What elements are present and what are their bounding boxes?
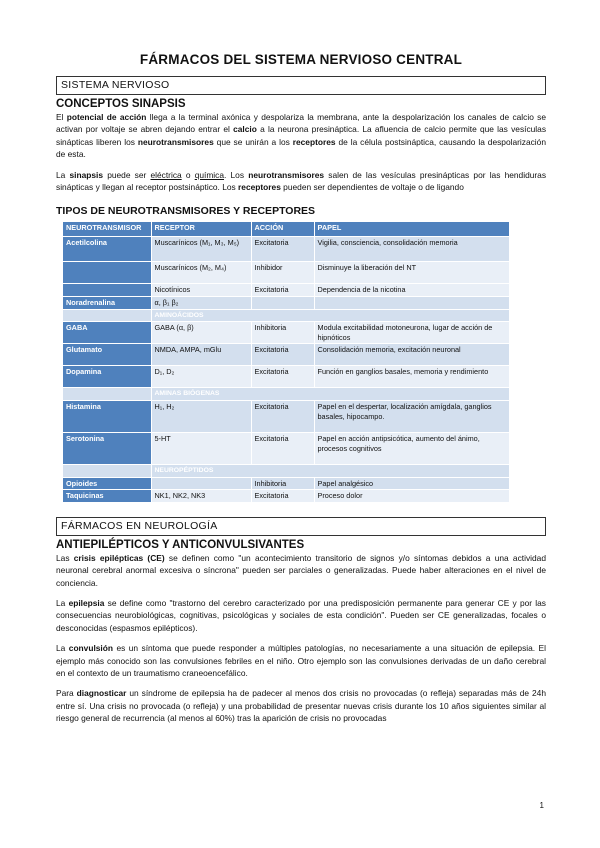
table-cell: Papel analgésico	[314, 477, 509, 490]
document-title: FÁRMACOS DEL SISTEMA NERVIOSO CENTRAL	[139, 52, 463, 67]
table-cell: GABA (α, β)	[151, 322, 251, 344]
table-cell: NMDA, AMPA, mGlu	[151, 344, 251, 366]
table-cell: Excitatoria	[251, 284, 314, 297]
table-cell: GABA	[63, 322, 151, 344]
table-row	[63, 401, 509, 433]
table-cell	[63, 309, 151, 322]
table-cell: 5-HT	[151, 433, 251, 465]
table-header: ACCIÓN	[251, 222, 314, 237]
table-row	[63, 366, 509, 388]
table-header: NEUROTRANSMISOR	[63, 222, 151, 237]
paragraph-crisis-epilepticas: Las crisis epilépticas (CE) se definen como "un acontecimiento transitorio de signos y/o síntomas debidos a una actividad neuronal cerebral anormal excesiva o síncrona" pueden ser parciales o generalizadas. Puede haber alteraciones en el nivel de conciencia.	[56, 552, 546, 588]
table-cell: H₁, H₂	[151, 401, 251, 433]
section-label-aminas-biogenas: AMINAS BIÓGENAS	[151, 388, 509, 401]
table-cell: Excitatoria	[251, 344, 314, 366]
table-cell: Excitatoria	[251, 237, 314, 262]
table-section-row	[63, 309, 509, 322]
table-cell: Proceso dolor	[314, 490, 509, 503]
table-row	[63, 490, 509, 503]
table-cell: Muscarínicos (M₂, M₄)	[151, 262, 251, 284]
table-cell: Opioides	[63, 477, 151, 490]
table-section-row	[63, 388, 509, 401]
table-cell: NK1, NK2, NK3	[151, 490, 251, 503]
table-cell: Nicotínicos	[151, 284, 251, 297]
table-cell: Vigilia, consciencia, consolidación memoria	[314, 237, 509, 262]
table-cell: Inhibitoria	[251, 322, 314, 344]
document-page	[56, 52, 546, 725]
table-cell: Excitatoria	[251, 366, 314, 388]
table-cell	[63, 284, 151, 297]
table-cell: Excitatoria	[251, 433, 314, 465]
table-section-row	[63, 465, 509, 478]
subheader-conceptos-sinapsis: CONCEPTOS SINAPSIS	[56, 98, 186, 110]
subheader-antiepilepticos: ANTIEPILÉPTICOS Y ANTICONVULSIVANTES	[56, 538, 305, 551]
section-label-neuropeptidos: NEUROPÉPTIDOS	[151, 465, 509, 478]
table-row	[63, 262, 509, 284]
table-cell	[63, 465, 151, 478]
table-cell: Dependencia de la nicotina	[314, 284, 509, 297]
table-cell: Excitatoria	[251, 401, 314, 433]
table-cell: Papel en el despertar, localización amígdala, ganglios basales, hipocampo.	[314, 401, 509, 433]
table-cell: Noradrenalina	[63, 297, 151, 310]
table-row	[63, 322, 509, 344]
table-cell	[314, 297, 509, 310]
table-cell: Papel en acción antipsicótica, aumento del ánimo, procesos cognitivos	[314, 433, 509, 465]
table-cell	[63, 388, 151, 401]
table-cell: Consolidación memoria, excitación neuronal	[314, 344, 509, 366]
section-header-sistema-nervioso: SISTEMA NERVIOSO	[56, 76, 546, 95]
table-cell: Inhibitoria	[251, 477, 314, 490]
table-cell: Función en ganglios basales, memoria y rendimiento	[314, 366, 509, 388]
table-cell: Serotonina	[63, 433, 151, 465]
table-cell: α, β₁ β₂	[151, 297, 251, 310]
table-cell: Glutamato	[63, 344, 151, 366]
table-cell: Modula excitabilidad motoneurona, lugar de acción de hipnóticos	[314, 322, 509, 344]
paragraph-sinapsis: La sinapsis puede ser eléctrica o química. Los neurotransmisores salen de las vesículas presinápticas por las hendiduras sinápticas y llegan al receptor postsináptico. Los receptores pueden ser dependientes de voltaje o de ligando	[56, 169, 547, 193]
neurotransmitter-table	[63, 222, 510, 502]
table-cell: Histamina	[63, 401, 151, 433]
table-cell: D₁, D₂	[151, 366, 251, 388]
table-cell: Inhibidor	[251, 262, 314, 284]
paragraph-diagnosticar: Para diagnosticar un síndrome de epilepsia ha de padecer al menos dos crisis no provocadas (o refleja) separadas más de 24h entre sí. Una crisis no provocada (o refleja) y una probabilidad de presentar nuevas crisis durante los 10 años siguientes similar al riesgo general de recurrencia (al menos al 60%) tras la aparición de crisis no provocadas	[56, 688, 546, 724]
paragraph-epilepsia: La epilepsia se define como "trastorno del cerebro caracterizado por una predisposición permanente para generar CE y por las consecuencias neurobiológicas, cognitivas, psicológicas y sociales de esta condición". Pueden ser CE generalizadas, focales o desconocidas (espasmos epilépticos).	[56, 598, 546, 633]
table-header: PAPEL	[314, 222, 509, 237]
table-cell	[251, 297, 314, 310]
table-cell	[63, 262, 151, 284]
table-header: RECEPTOR	[151, 222, 251, 237]
table-cell	[151, 477, 251, 490]
paragraph-potencial-accion: El potencial de acción llega a la terminal axónica y despolariza la membrana, ante la despolarización los canales de calcio se activan por voltaje se abren dejando entrar el calcio a la neurona presináptica. La afluencia de calcio permite que las vesículas sinápticas liberen los neurotransmisores que se unirán a los receptores de la célula postsináptica, causando la despolarización de esta.	[56, 112, 547, 160]
table-row	[63, 237, 509, 262]
table-row	[63, 344, 509, 366]
table-cell: Excitatoria	[251, 490, 314, 503]
table-cell: Dopamina	[63, 366, 151, 388]
table-cell: Taquicinas	[63, 490, 151, 503]
table-header-row	[63, 222, 509, 237]
table-row	[63, 284, 509, 297]
table-cell: Muscarínicos (M₁, M₃, M₅)	[151, 237, 251, 262]
paragraph-convulsion: La convulsión es un síntoma que puede responder a múltiples patologías, no necesariamente a una situación de epilepsia. El ejemplo más conocido son las convulsiones febriles en el niño. Otro ejemplo son las convulsiones derivadas de un daño cerebral en el contexto de un traumatismo craneoencefálico.	[56, 643, 546, 679]
subheader-tipos-neurotransmisores: TIPOS DE NEUROTRANSMISORES Y RECEPTORES	[56, 205, 316, 218]
table-row	[63, 297, 509, 310]
table-row	[63, 477, 509, 490]
page-number: 1	[539, 801, 544, 810]
table-cell: Disminuye la liberación del NT	[314, 262, 509, 284]
section-label-aminoacidos: AMINOÁCIDOS	[151, 309, 509, 322]
section-header-farmacos-neurologia: FÁRMACOS EN NEUROLOGÍA	[56, 517, 546, 536]
table-row	[63, 433, 509, 465]
table-cell: Acetilcolina	[63, 237, 151, 262]
